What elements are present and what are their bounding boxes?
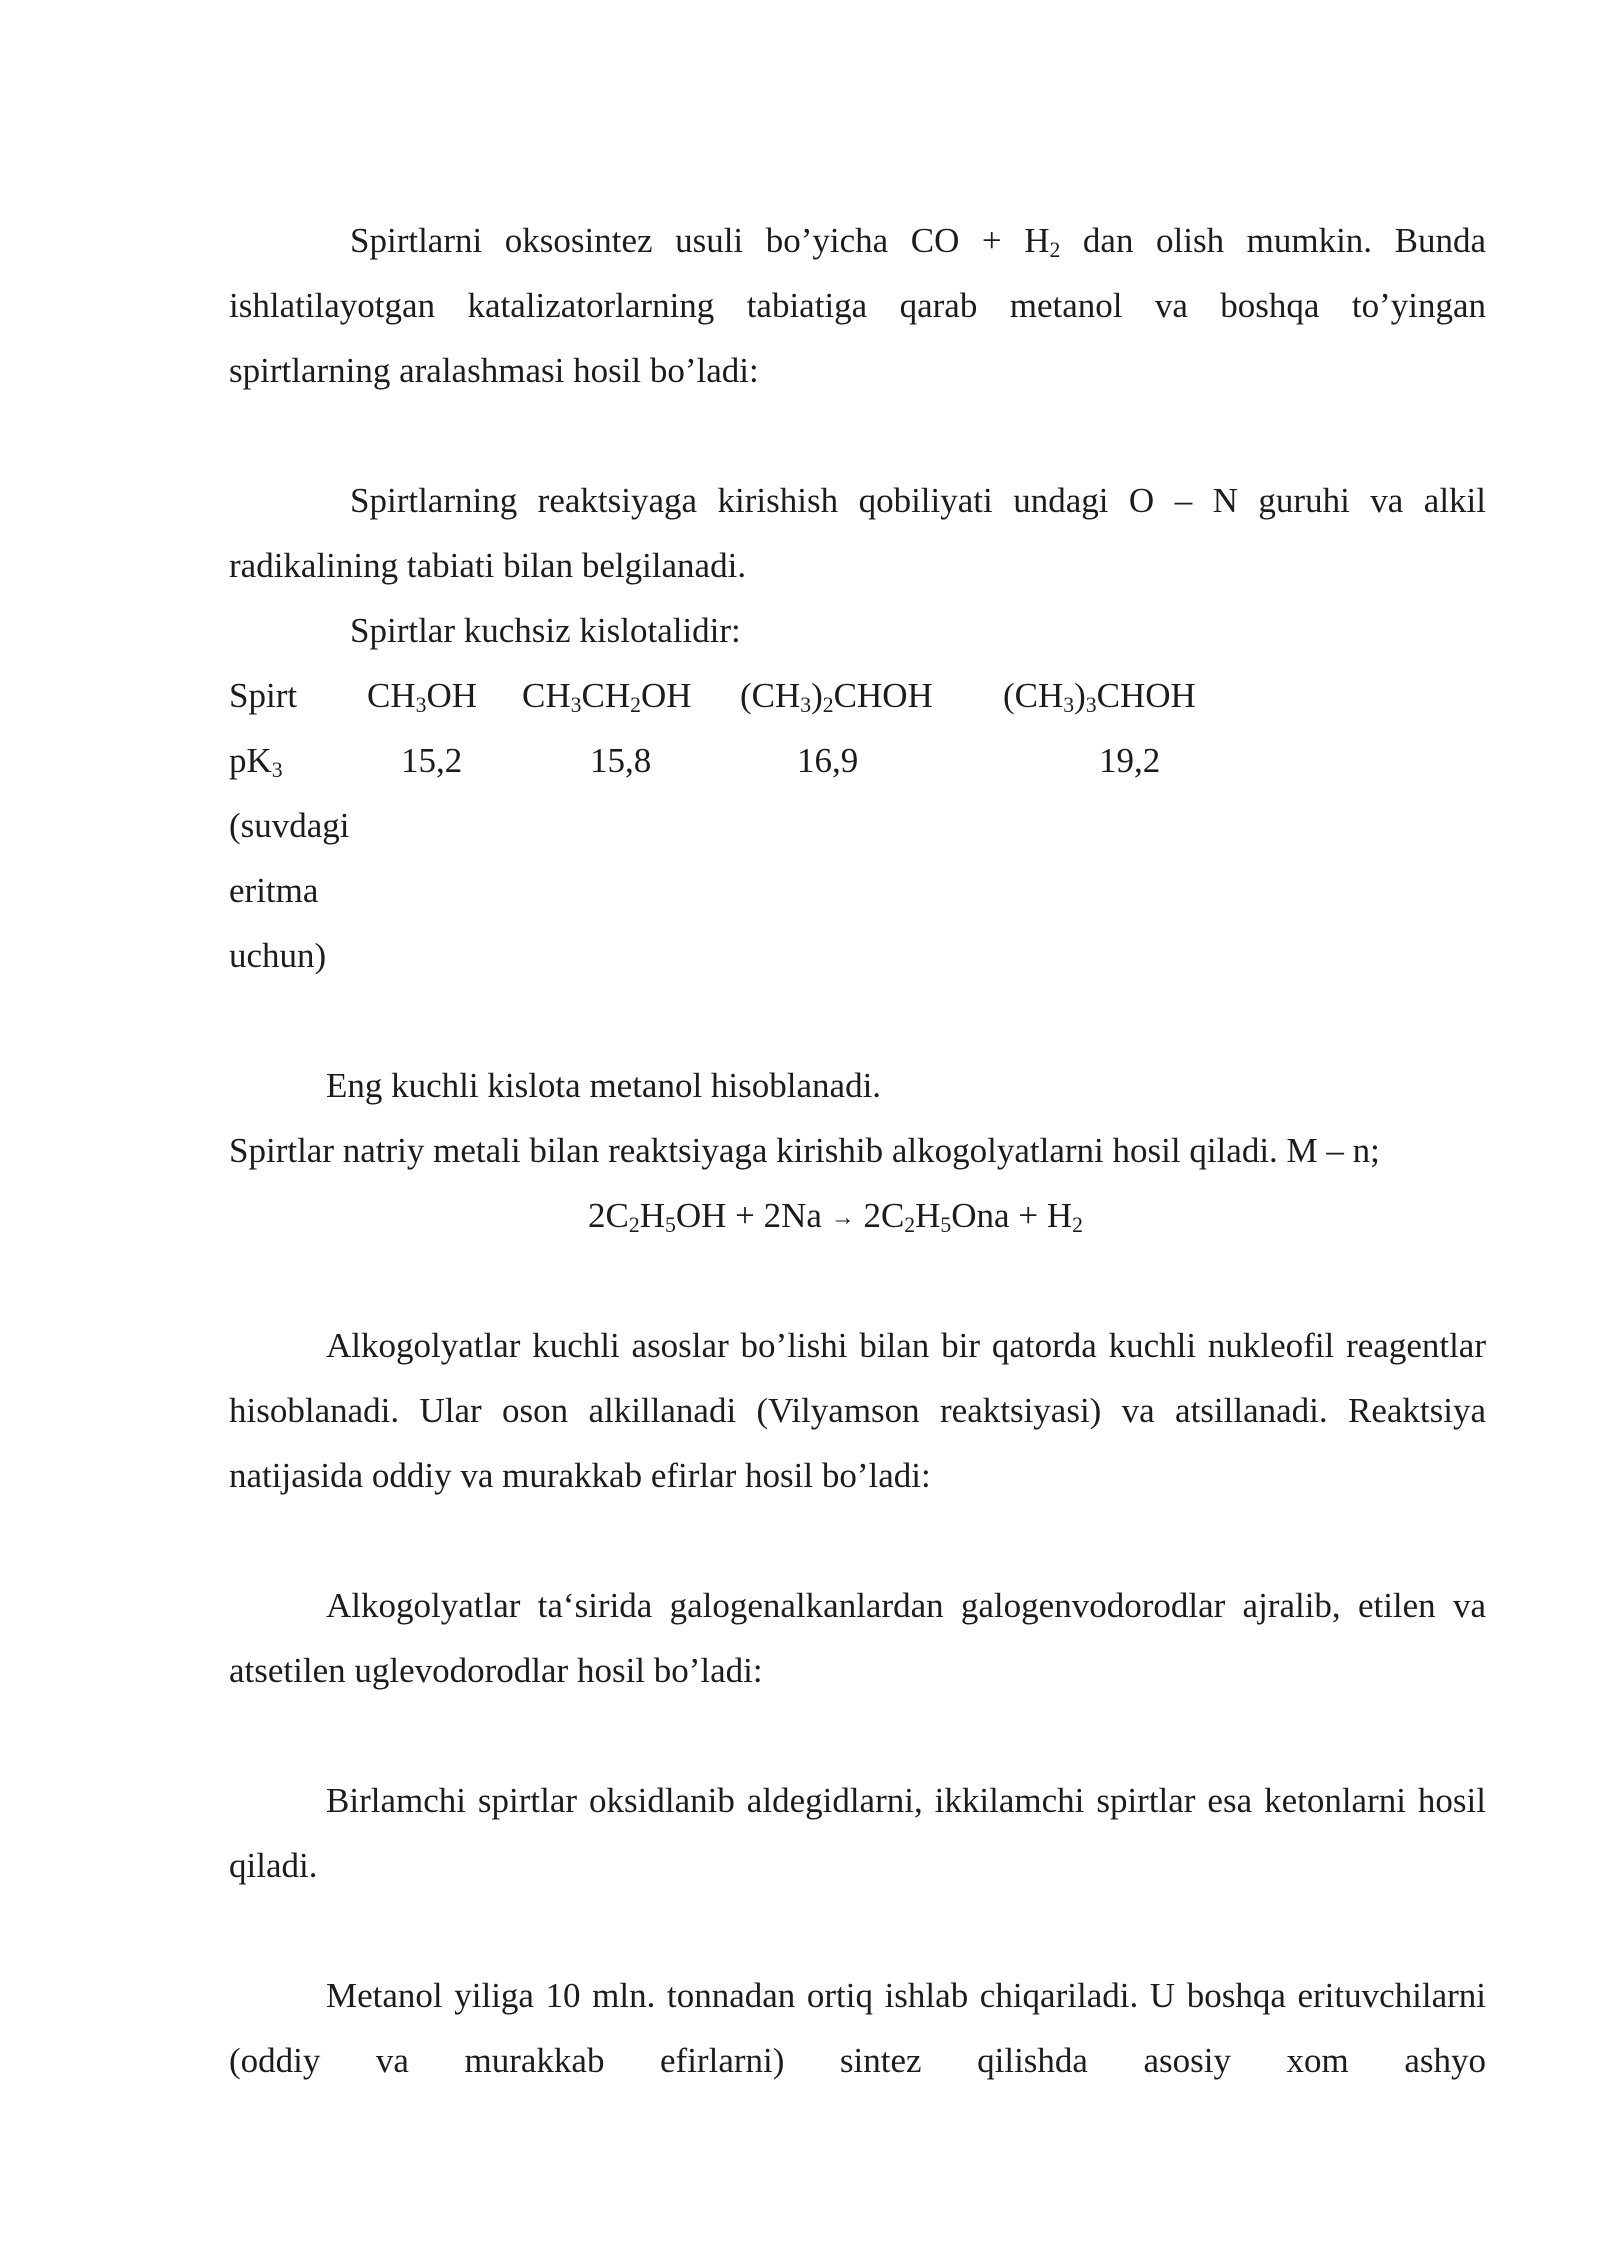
subscript: 2 [1049, 237, 1061, 262]
paragraph-oxosynthesis-text-a: Spirtlarni oksosintez usuli bo’yicha CO + H [350, 221, 1050, 260]
paragraph-oxosynthesis-text-b: dan olish mumkin. Bunda ishlatilayotgan katalizatorlarning tabiatiga qarab metanol va boshqa to’yingan spirtlarning aralashmasi hosil bo’ladi: [229, 221, 1486, 390]
paragraph-elimination [229, 1573, 1486, 1703]
paragraph-methanol-production [229, 1963, 1486, 2093]
compound-isopropanol: $(CH_3)_2CHOH$ [740, 676, 933, 717]
table-row-label-note-2: eritma [229, 871, 319, 910]
paragraph-elimination-text: Alkogolyatlar ta‘sirida galogenalkanlardan galogenvodorodlar ajralib, etilen va atsetilen uglevodorodlar hosil bo’ladi: [229, 1586, 1486, 1690]
pka-value-ethanol: 15,8 [590, 741, 652, 780]
paragraph-reactivity-text: Spirtlarning reaktsiyaga kirishish qobiliyati undagi O – N guruhi va alkil radikalining tabiati bilan belgilanadi. [229, 481, 1486, 585]
pka-value-methanol: 15,2 [401, 741, 463, 780]
paragraph-strongest-acid-text: Eng kuchli kislota metanol hisoblanadi. [326, 1066, 882, 1105]
table-row-label-spirt: Spirt [229, 676, 298, 715]
reaction-equation: $2C_2H_5OH + 2Na \to 2C_2H_5Ona + H_2$ [588, 1196, 1083, 1237]
paragraph-oxidation-text: Birlamchi spirtlar oksidlanib aldegidlarni, ikkilamchi spirtlar esa ketonlarni hosil qiladi. [229, 1781, 1486, 1885]
pka-value-tert-butanol: 19,2 [1099, 741, 1161, 780]
paragraph-strongest-acid [229, 1053, 881, 1118]
paragraph-reactivity [229, 468, 1486, 598]
paragraph-weak-acid-text: Spirtlar kuchsiz kislotalidir: [350, 611, 741, 650]
table-row-label-note-1: (suvdagi [229, 806, 350, 845]
paragraph-oxidation [229, 1768, 1486, 1898]
compound-tert-butanol: $(CH_3)_3CHOH$ [1003, 676, 1196, 717]
table-row-label-pk: $pK_3$ [229, 741, 283, 782]
paragraph-alkoxides [229, 1313, 1486, 1508]
paragraph-methanol-production-text: Metanol yiliga 10 mln. tonnadan ortiq ishlab chiqariladi. U boshqa erituvchilarni (oddiy va murakkab efirlarni) sintez qilishda asosiy xom ashyo [229, 1976, 1486, 2080]
table-row-label-note-3: uchun) [229, 936, 327, 975]
paragraph-alkoxides-text: Alkogolyatlar kuchli asoslar bo’lishi bilan bir qatorda kuchli nukleofil reagentlar hisoblanadi. Ular oson alkillanadi (Vilyamson reaktsiyasi) va atsillanadi. Reaktsiya natijasida oddiy va murakkab efirlar hosil bo’ladi: [229, 1326, 1486, 1495]
compound-ethanol: $CH_3CH_2OH$ [522, 676, 692, 717]
paragraph-sodium-reaction: Spirtlar natriy metali bilan reaktsiyaga kirishib alkogolyatlarni hosil qiladi. M – n; [229, 1131, 1380, 1170]
arrow-icon: → [830, 1205, 855, 1231]
paragraph-weak-acid [229, 598, 741, 663]
compound-methanol: $CH_3OH$ [367, 676, 478, 717]
pka-value-isopropanol: 16,9 [797, 741, 859, 780]
paragraph-oxosynthesis [229, 208, 1486, 403]
